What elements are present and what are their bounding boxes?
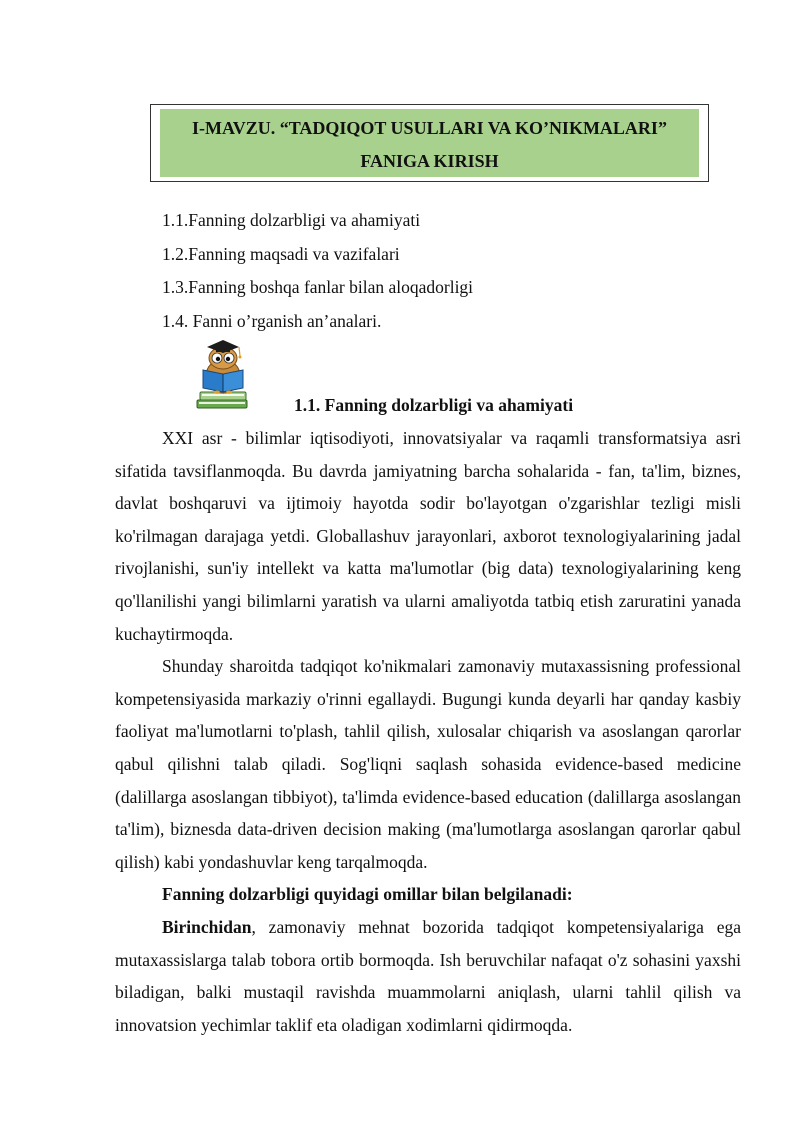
paragraph: Shunday sharoitda tadqiqot ko'nikmalari zamonaviy mutaxassisning professional kompetensiyasida markaziy o'rinni egallaydi. Bugungi kunda deyarli har qanday kasbiy faoliyat ma'lumotlarni to'plash, tahlil qilish, xulosalar chiqarish va asoslangan qarorlar qabul qilishni talab qiladi. Sog'liqni saqlash sohasida evidence-based medicine (dalillarga asoslangan tibbiyot), ta'limda evidence-based education (dalillarga asoslangan ta'lim), biznesda data-driven decision making (ma'lumotlarga asoslangan qarorlar qabul qilish) kabi yondashuvlar keng tarqalmoqda. — [115, 656, 741, 872]
factors-heading: Fanning dolzarbligi quyidagi omillar bilan belgilanadi: — [162, 884, 573, 905]
topic-title — [160, 109, 699, 177]
toc-item: 1.2.Fanning maqsadi va vazifalari — [162, 243, 400, 264]
paragraph — [115, 911, 741, 1041]
toc-item: 1.4. Fanni o’rganish an’analari. — [162, 310, 382, 331]
topic-title-line2: FANIGA KIRISH — [360, 151, 499, 171]
toc-item: 1.3.Fanning boshqa fanlar bilan aloqadorligi — [162, 277, 474, 297]
table-of-contents — [162, 204, 473, 338]
section-heading: 1.1. Fanning dolzarbligi va ahamiyati — [294, 395, 574, 415]
topic-title-line1: I-MAVZU. “TADQIQOT USULLARI VA KO’NIKMALARI” — [192, 118, 667, 138]
paragraph: XXI asr - bilimlar iqtisodiyoti, innovatsiyalar va raqamli transformatsiya asri sifatida tavsiflanmoqda. Bu davrda jamiyatning barcha sohalarida - fan, ta'lim, biznes, davlat boshqaruvi va ijtimoiy hayotda sodir bo'layotgan o'zgarishlar tezligi misli ko'rilmagan darajaga yetdi. Globallashuv jarayonlari, axborot texnologiyalarining jadal rivojlanishi, sun'iy intellekt va katta ma'lumotlar (big data) texnologiyalarining keng qo'llanilishi yangi bilimlarni yaratish va ularni amaliyotda tatbiq etish zaruratini yanada kuchaytirmoqda. — [115, 428, 741, 644]
topic-title-box — [150, 104, 709, 182]
first-factor-text: , zamonaviy mehnat bozorida tadqiqot kompetensiyalariga ega mutaxassislarga talab tobora ortib bormoqda. Ish beruvchilar nafaqat o'z sohasini yaxshi biladigan, balki mustaqil ravishda muammolarni aniqlash, ularni tahlil qilish va innovatsion yechimlar taklif eta oladigan xodimlarni qidirmoqda. — [115, 916, 741, 1035]
body-text — [115, 422, 741, 1041]
first-factor-lead: Birinchidan — [162, 916, 252, 937]
owl-reading-book-icon — [193, 336, 253, 412]
toc-item: 1.1.Fanning dolzarbligi va ahamiyati — [162, 210, 421, 230]
